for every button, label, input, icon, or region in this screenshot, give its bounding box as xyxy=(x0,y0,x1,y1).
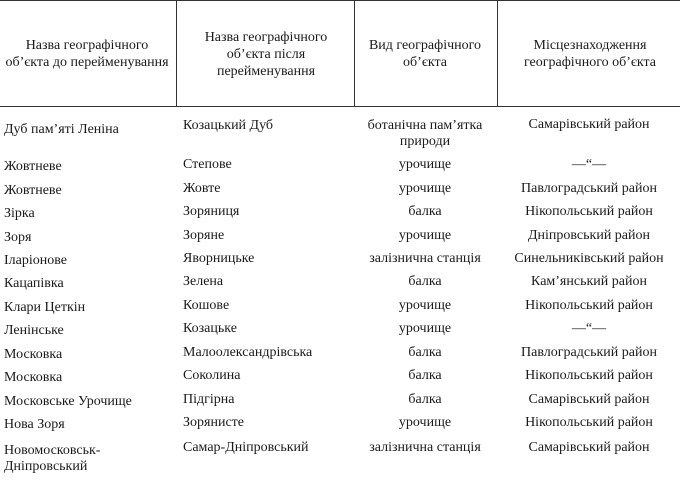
object-type-cell: балка xyxy=(408,345,442,360)
old-name-cell: Зоря xyxy=(4,230,32,245)
location-cell: —“— xyxy=(571,321,607,336)
new-name-cell: Соколина xyxy=(183,368,241,383)
object-type-cell: урочище xyxy=(398,298,452,313)
new-name-cell: Яворницьке xyxy=(183,251,255,266)
old-name-cell: Дуб пам’яті Леніна xyxy=(4,122,119,137)
header-old-name: Назва географічного об’єкта до перейменування xyxy=(5,38,169,70)
old-name-cell: Московське Урочище xyxy=(4,394,132,409)
old-name-cell: Кацапівка xyxy=(4,276,64,291)
new-name-cell: Малоолександрівська xyxy=(183,345,313,360)
new-name-cell: Жовте xyxy=(183,181,221,196)
object-type-cell: урочище xyxy=(398,157,452,172)
old-name-cell: Нова Зоря xyxy=(4,417,65,432)
location-cell: Самарівський район xyxy=(528,392,650,407)
object-type-cell: урочище xyxy=(398,415,452,430)
location-cell: —“— xyxy=(571,157,607,172)
new-name-cell: Козацьке xyxy=(183,321,237,336)
old-name-cell: Клари Цеткін xyxy=(4,300,86,315)
object-type-cell: залізнична станція xyxy=(369,251,481,266)
old-name-cell: Московка xyxy=(4,370,63,385)
location-cell: Нікопольський район xyxy=(525,415,653,430)
location-cell: Павлоградський район xyxy=(521,345,657,360)
new-name-cell: Самар-Дніпровський xyxy=(183,440,309,455)
object-type-cell: балка xyxy=(408,204,442,219)
location-cell: Нікопольський район xyxy=(525,204,653,219)
new-name-cell: Підгірна xyxy=(183,392,235,407)
object-type-cell: балка xyxy=(408,368,442,383)
old-name-cell: Жовтневе xyxy=(4,183,62,198)
new-name-cell: Зоряне xyxy=(183,228,225,243)
new-name-cell: Кошове xyxy=(183,298,230,313)
object-type-cell: урочище xyxy=(398,181,452,196)
object-type-cell: балка xyxy=(408,274,442,289)
new-name-cell: Зорянисте xyxy=(183,415,244,430)
header-bottom-border xyxy=(0,106,680,107)
old-name-cell: Іларіонове xyxy=(4,253,67,268)
header-object-type: Вид географічного об’єкта xyxy=(368,38,482,70)
old-name-cell: Московка xyxy=(4,347,63,362)
object-type-cell: залізнична станція xyxy=(369,440,481,455)
object-type-cell: балка xyxy=(408,392,442,407)
column-divider xyxy=(176,0,177,106)
location-cell: Нікопольський район xyxy=(525,298,653,313)
location-cell: Самарівський район xyxy=(528,117,650,132)
object-type-cell: урочище xyxy=(398,321,452,336)
location-cell: Павлоградський район xyxy=(521,181,657,196)
old-name-cell: Жовтневе xyxy=(4,159,62,174)
column-divider xyxy=(354,0,355,106)
object-type-cell: урочище xyxy=(398,228,452,243)
column-divider xyxy=(497,0,498,106)
new-name-cell: Зоряниця xyxy=(183,204,240,219)
header-top-border xyxy=(0,0,680,1)
old-name-cell: Зірка xyxy=(4,206,35,221)
header-new-name: Назва географічного об’єкта після перейменування xyxy=(204,29,328,79)
new-name-cell: Зелена xyxy=(183,274,224,289)
header-location: Місцезнаходження географічного об’єкта xyxy=(523,38,657,70)
object-type-cell: ботанічна пам’ятка природи xyxy=(367,118,483,149)
location-cell: Кам’янський район xyxy=(531,274,647,289)
location-cell: Нікопольський район xyxy=(525,368,653,383)
location-cell: Дніпровський район xyxy=(527,228,651,243)
location-cell: Синельниківський район xyxy=(514,251,664,266)
new-name-cell: Козацький Дуб xyxy=(183,118,274,133)
old-name-cell: Ленінське xyxy=(4,323,64,338)
old-name-cell: Новомосковськ-Дніпровський xyxy=(4,443,101,474)
location-cell: Самарівський район xyxy=(528,440,650,455)
new-name-cell: Степове xyxy=(183,157,232,172)
